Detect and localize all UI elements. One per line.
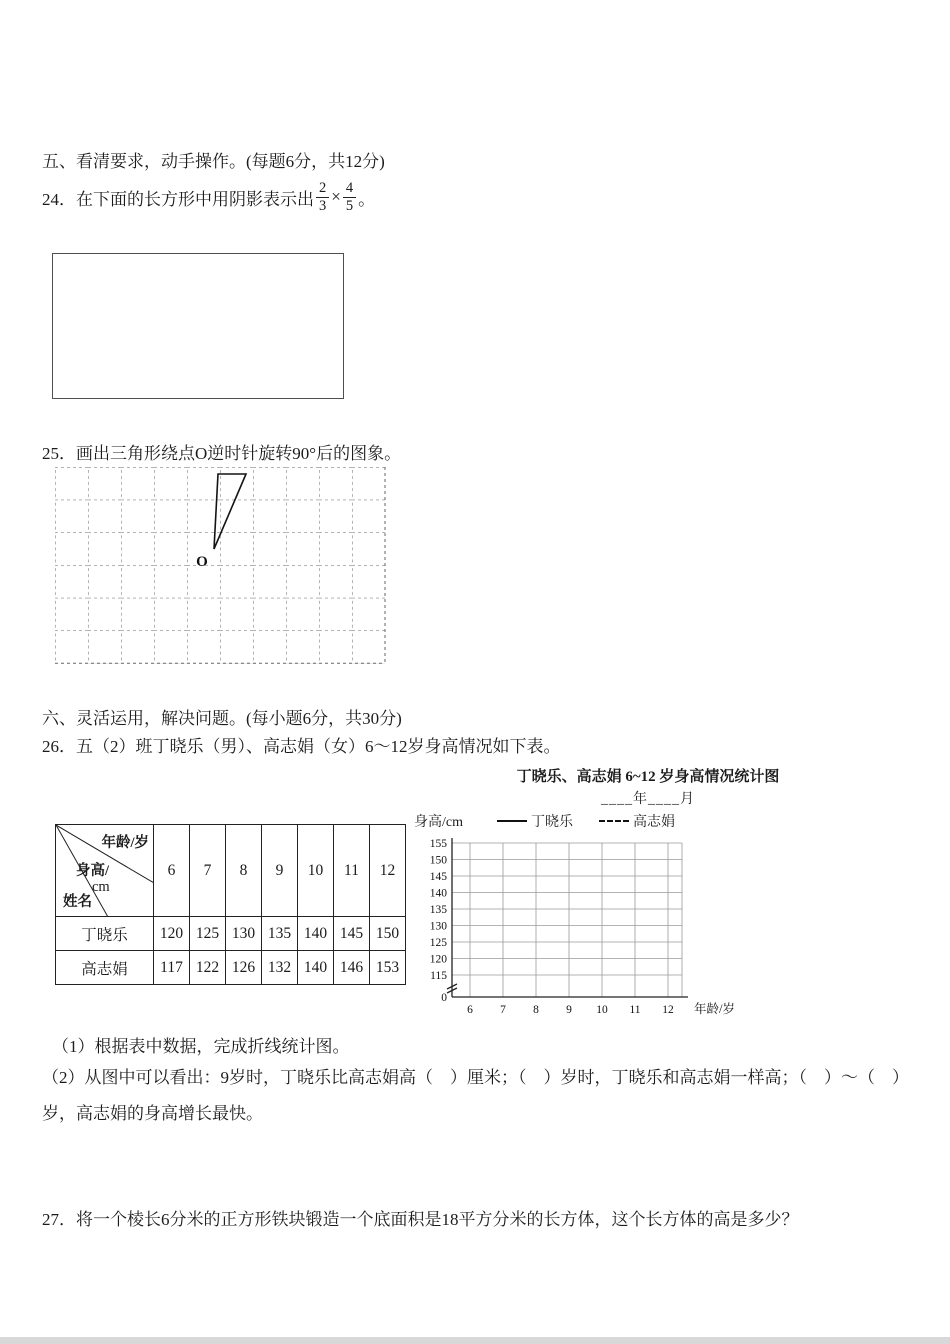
table-age-header: 7 <box>190 825 226 917</box>
height-chart-grid <box>408 831 768 1031</box>
question-25: 25．画出三角形绕点O逆时针旋转90°后的图象。 <box>42 444 402 463</box>
question-26-sub2: （2）从图中可以看出：9岁时，丁晓乐比高志娟高（ ）厘米；（ ）岁时，丁晓乐和高志娟一样高；（ ）～（ ）岁，高志娟的身高增长最快。 <box>42 1068 909 1123</box>
q24-text: 24．在下面的长方形中用阴影表示出 <box>42 189 314 209</box>
svg-text:12: 12 <box>662 1004 674 1016</box>
svg-text:0: 0 <box>441 992 447 1004</box>
question-26-sub1: （1）根据表中数据，完成折线统计图。 <box>52 1037 350 1056</box>
svg-text:155: 155 <box>429 838 447 850</box>
corner-age-label: 年龄/岁 <box>101 835 149 851</box>
height-chart <box>408 765 888 1036</box>
table-age-header: 6 <box>154 825 190 917</box>
legend-label: 丁晓乐 <box>531 815 573 830</box>
legend-item-solid <box>497 811 573 831</box>
table-age-header: 11 <box>334 825 370 917</box>
svg-text:6: 6 <box>467 1004 473 1016</box>
fraction-4-5: $\frac{4}{5}$ <box>343 180 356 214</box>
question-26-intro: 26．五（2）班丁晓乐（男）、高志娟（女）6～12岁身高情况如下表。 <box>42 737 561 756</box>
corner-height-unit: cm <box>92 879 110 895</box>
chart-date-blank: ____年____月 <box>601 792 695 807</box>
height-value-cell: 150 <box>370 917 406 951</box>
svg-text:140: 140 <box>429 887 447 900</box>
svg-text:135: 135 <box>429 904 447 916</box>
q24-text-end: 。 <box>358 189 376 209</box>
table-age-header: 9 <box>262 825 298 917</box>
height-value-cell: 120 <box>154 917 190 951</box>
height-value-cell: 130 <box>226 917 262 951</box>
dashed-line-icon <box>599 820 629 822</box>
grid-cells <box>55 467 385 663</box>
question-24 <box>42 180 375 214</box>
table-header-row <box>56 825 406 917</box>
multiply-sign: × <box>331 187 341 207</box>
student-name-cell: 高志娟 <box>56 951 154 985</box>
chart-legend <box>408 811 888 831</box>
y-axis-label: 身高/cm <box>414 815 463 830</box>
table-age-header: 12 <box>370 825 406 917</box>
svg-text:8: 8 <box>533 1004 539 1016</box>
table-row <box>56 917 406 951</box>
student-name-cell: 丁晓乐 <box>56 917 154 951</box>
height-value-cell: 146 <box>334 951 370 985</box>
section-5-header: 五、看清要求，动手操作。(每题6分，共12分) <box>42 152 385 171</box>
height-value-cell: 117 <box>154 951 190 985</box>
chart-title: 丁晓乐、高志娟 6~12 岁身高情况统计图 <box>516 769 780 785</box>
svg-text:145: 145 <box>429 871 447 883</box>
rotation-grid <box>55 467 387 665</box>
corner-name-label: 姓名 <box>63 894 92 910</box>
svg-text:年龄/岁: 年龄/岁 <box>694 1002 735 1016</box>
solid-line-icon <box>497 820 527 822</box>
svg-text:115: 115 <box>430 970 447 982</box>
table-row <box>56 951 406 985</box>
svg-text:125: 125 <box>429 937 447 949</box>
section-6-header: 六、灵活运用，解决问题。(每小题6分，共30分) <box>42 709 402 728</box>
height-value-cell: 122 <box>190 951 226 985</box>
height-value-cell: 145 <box>334 917 370 951</box>
height-value-cell: 140 <box>298 917 334 951</box>
q24-shading-rectangle <box>52 253 344 399</box>
question-27: 27．将一个棱长6分米的正方形铁块锻造一个底面积是18平方分米的长方体，这个长方体的高是多少？ <box>42 1210 799 1229</box>
corner-height-label: 身高/ <box>76 863 110 879</box>
height-value-cell: 132 <box>262 951 298 985</box>
height-value-cell: 135 <box>262 917 298 951</box>
svg-text:150: 150 <box>429 854 447 867</box>
rotation-origin-label: O <box>196 554 208 570</box>
height-value-cell: 126 <box>226 951 262 985</box>
fraction-2-3: $\frac{2}{3}$ <box>316 180 329 214</box>
table-corner-cell <box>56 825 154 917</box>
svg-text:10: 10 <box>596 1004 608 1016</box>
svg-text:9: 9 <box>566 1004 572 1016</box>
svg-text:11: 11 <box>629 1004 641 1016</box>
page-bottom-bar <box>0 1337 950 1344</box>
legend-item-dashed <box>599 811 675 831</box>
height-table <box>55 824 406 985</box>
table-age-header: 8 <box>226 825 262 917</box>
table-age-header: 10 <box>298 825 334 917</box>
legend-label: 高志娟 <box>633 815 675 830</box>
height-value-cell: 140 <box>298 951 334 985</box>
height-table-body <box>56 825 406 985</box>
height-value-cell: 125 <box>190 917 226 951</box>
svg-text:7: 7 <box>500 1004 506 1016</box>
svg-text:130: 130 <box>429 920 447 933</box>
svg-text:120: 120 <box>429 953 447 966</box>
height-value-cell: 153 <box>370 951 406 985</box>
